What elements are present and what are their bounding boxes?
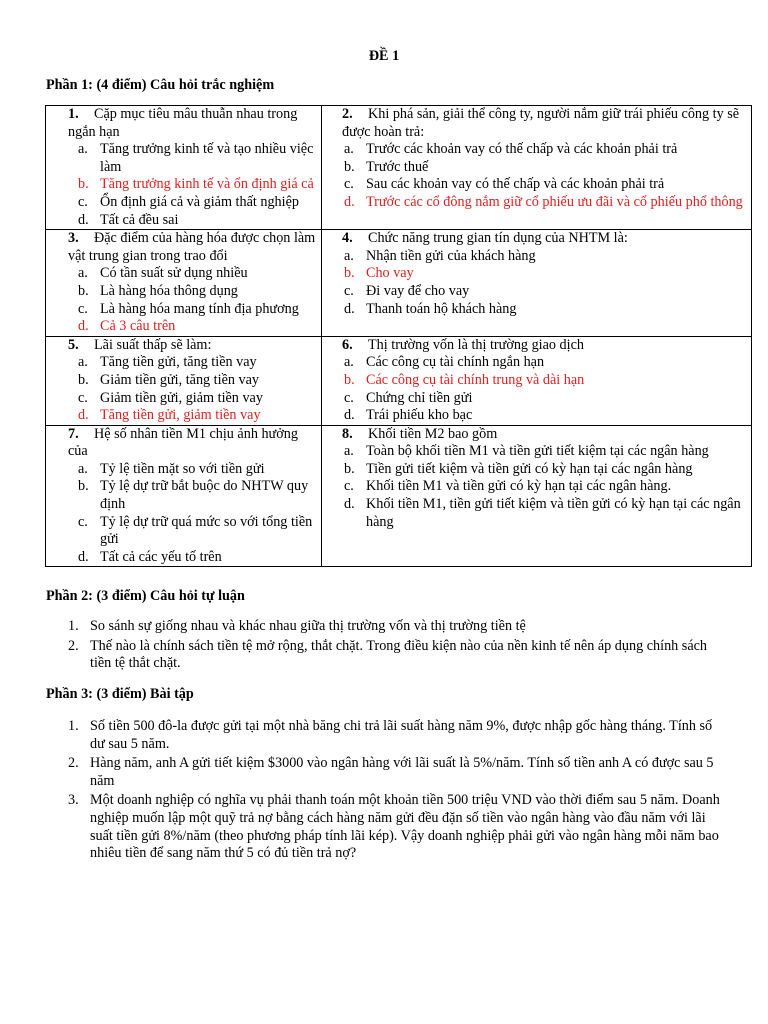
- option-letter: c.: [78, 300, 88, 317]
- essay-question: [68, 618, 728, 636]
- answer-options: [344, 248, 747, 318]
- option-letter: c.: [78, 193, 88, 210]
- option-letter: d.: [344, 300, 355, 317]
- option-text: Tất cả các yếu tố trên: [100, 548, 222, 565]
- option-letter: b.: [78, 176, 89, 193]
- option-text: Tất cả đều sai: [100, 211, 179, 228]
- question-number: 5.: [68, 336, 79, 353]
- answer-option: [344, 159, 747, 177]
- question-text: Khối tiền M2 bao gồm: [368, 425, 498, 442]
- answer-option: [70, 354, 317, 372]
- option-text: Tăng trưởng kinh tế và tạo nhiều việc làm: [100, 141, 314, 175]
- option-text: Trái phiếu kho bạc: [366, 407, 473, 424]
- answer-option: [344, 478, 747, 496]
- question-text: Chức năng trung gian tín dụng của NHTM là:: [368, 230, 628, 247]
- question-stem: [68, 106, 317, 141]
- question-cell: [46, 230, 322, 337]
- question-number: 3.: [68, 230, 79, 247]
- answer-option-correct: [70, 318, 317, 336]
- question-text: Đặc điểm của hàng hóa được chọn làm vật trung gian trong trao đổi: [68, 230, 316, 264]
- question-stem: [68, 426, 317, 461]
- option-letter: c.: [344, 176, 354, 193]
- option-letter: b.: [78, 282, 89, 299]
- part1-heading: Phần 1: (4 điểm) Câu hỏi trắc nghiệm: [46, 77, 275, 93]
- exercise-item: [68, 718, 728, 753]
- option-letter: b.: [344, 371, 355, 388]
- option-letter: b.: [344, 265, 355, 282]
- option-text: Trước các khoản vay có thế chấp và các khoản phải trả: [366, 141, 678, 158]
- question-text: Cặp mục tiêu mâu thuẫn nhau trong ngắn hạn: [68, 106, 298, 140]
- mcq-table: [45, 105, 752, 567]
- answer-option: [70, 390, 317, 408]
- option-text: Nhận tiền gửi của khách hàng: [366, 247, 536, 264]
- option-text: Tỷ lệ dự trữ bắt buộc do NHTW quy định: [100, 478, 309, 513]
- option-letter: c.: [344, 282, 354, 299]
- option-letter: d.: [78, 318, 89, 335]
- answer-option-correct: [344, 265, 747, 283]
- option-letter: a.: [78, 141, 88, 158]
- question-stem: [68, 230, 317, 265]
- answer-option: [344, 461, 747, 479]
- answer-option: [344, 390, 747, 408]
- question-text: Thị trường vốn là thị trường giao dịch: [368, 336, 584, 353]
- answer-options: [70, 461, 317, 567]
- option-letter: b.: [78, 371, 89, 388]
- option-letter: a.: [344, 247, 354, 264]
- answer-option: [344, 407, 747, 425]
- answer-option: [344, 141, 747, 159]
- option-letter: a.: [344, 443, 354, 460]
- item-number: 2.: [68, 637, 79, 654]
- question-number: 4.: [342, 230, 353, 247]
- question-stem: [68, 337, 317, 355]
- option-letter: a.: [78, 354, 88, 371]
- option-text: Là hàng hóa thông dụng: [100, 282, 238, 299]
- option-text: Thanh toán hộ khách hàng: [366, 300, 517, 317]
- option-letter: c.: [78, 389, 88, 406]
- option-text: Cả 3 câu trên: [100, 318, 176, 335]
- answer-option: [70, 212, 317, 230]
- answer-option: [70, 478, 317, 513]
- answer-option-correct: [344, 372, 747, 390]
- option-text: Tiền gửi tiết kiệm và tiền gửi có kỳ hạn tại các ngân hàng: [366, 460, 693, 477]
- item-text: Một doanh nghiệp có nghĩa vụ phải thanh toán một khoản tiền 500 triệu VND vào thời điểm sau 5 năm. Doanh nghiệp muốn lập một quỹ trả nợ bằng cách hàng năm gửi đều đặn số tiền vào ngân hàng vào đầu năm với lãi suất tiền gửi 8%/năm (theo phương pháp tính lãi kép). Vậy doanh nghiệp phải gửi vào ngân hàng mỗi năm bao nhiêu tiền để sang năm thứ 5 có đủ tiền trả nợ?: [90, 792, 720, 862]
- option-letter: b.: [344, 460, 355, 477]
- option-letter: a.: [78, 460, 88, 477]
- option-text: Tăng tiền gửi, tăng tiền vay: [100, 354, 257, 371]
- answer-options: [344, 443, 747, 531]
- exercise-item: [68, 792, 728, 862]
- answer-options: [344, 141, 747, 211]
- item-number: 3.: [68, 792, 79, 809]
- option-text: Là hàng hóa mang tính địa phương: [100, 300, 299, 317]
- option-text: Đi vay để cho vay: [366, 282, 470, 299]
- item-text: Thế nào là chính sách tiền tệ mở rộng, thắt chặt. Trong điều kiện nào của nền kinh tế nên áp dụng chính sách tiền tệ thắt chặt.: [90, 637, 708, 672]
- answer-options: [70, 265, 317, 335]
- option-text: Tỷ lệ dự trữ quá mức so với tổng tiền gửi: [100, 513, 313, 548]
- answer-option: [70, 372, 317, 390]
- question-cell: [322, 425, 752, 567]
- answer-option: [70, 194, 317, 212]
- question-text: Lãi suất thấp sẽ làm:: [94, 336, 212, 353]
- option-text: Trước thuế: [366, 158, 429, 175]
- answer-option: [344, 248, 747, 266]
- option-text: Trước các cổ đông nắm giữ cổ phiếu ưu đãi và cổ phiếu phổ thông: [366, 193, 743, 210]
- answer-options: [70, 354, 317, 424]
- question-stem: [342, 106, 747, 141]
- option-text: Tăng trưởng kinh tế và ổn định giá cả: [100, 176, 314, 193]
- answer-option: [344, 283, 747, 301]
- answer-option: [344, 354, 747, 372]
- answer-option: [70, 549, 317, 567]
- question-number: 7.: [68, 425, 79, 442]
- option-text: Các công cụ tài chính ngắn hạn: [366, 354, 545, 371]
- question-number: 2.: [342, 106, 353, 122]
- answer-option: [344, 443, 747, 461]
- question-cell: [46, 425, 322, 567]
- answer-option: [70, 514, 317, 549]
- question-row: [46, 425, 752, 567]
- option-letter: c.: [344, 478, 354, 495]
- option-letter: d.: [344, 193, 355, 210]
- item-number: 1.: [68, 618, 79, 634]
- option-text: Khối tiền M1, tiền gửi tiết kiệm và tiền gửi có kỳ hạn tại các ngân hàng: [366, 496, 741, 530]
- option-letter: b.: [344, 158, 355, 175]
- option-text: Có tần suất sử dụng nhiều: [100, 265, 248, 282]
- option-text: Ổn định giá cả và giảm thất nghiệp: [100, 193, 299, 210]
- question-row: [46, 230, 752, 337]
- option-text: Tăng tiền gửi, giảm tiền vay: [100, 407, 261, 424]
- answer-option-correct: [70, 176, 317, 194]
- option-letter: d.: [344, 407, 355, 424]
- question-cell: [322, 230, 752, 337]
- exercise-item: [68, 755, 728, 790]
- option-letter: d.: [78, 407, 89, 424]
- question-stem: [342, 337, 747, 355]
- answer-option: [344, 496, 747, 531]
- option-text: Các công cụ tài chính trung và dài hạn: [366, 371, 585, 388]
- option-letter: b.: [78, 478, 89, 495]
- question-cell: [322, 106, 752, 230]
- option-text: Giảm tiền gửi, tăng tiền vay: [100, 371, 259, 388]
- question-text: Hệ số nhân tiền M1 chịu ảnh hưởng của: [68, 425, 298, 460]
- question-cell: [46, 106, 322, 230]
- question-stem: [342, 426, 747, 444]
- option-letter: a.: [344, 141, 354, 158]
- question-number: 1.: [68, 106, 79, 122]
- question-row: [46, 336, 752, 425]
- exercise-list: [68, 718, 728, 865]
- question-cell: [322, 336, 752, 425]
- option-letter: d.: [78, 548, 89, 565]
- question-number: 6.: [342, 336, 353, 353]
- answer-option-correct: [70, 407, 317, 425]
- answer-option: [70, 283, 317, 301]
- question-row: [46, 106, 752, 230]
- item-number: 2.: [68, 755, 79, 772]
- option-text: Sau các khoản vay có thế chấp và các khoản phải trả: [366, 176, 665, 193]
- answer-option: [70, 301, 317, 319]
- answer-option: [70, 141, 317, 176]
- option-text: Giảm tiền gửi, giảm tiền vay: [100, 389, 263, 406]
- option-letter: d.: [78, 211, 89, 228]
- option-letter: c.: [344, 389, 354, 406]
- option-text: Tỷ lệ tiền mặt so với tiền gửi: [100, 460, 265, 477]
- answer-option: [344, 176, 747, 194]
- item-number: 1.: [68, 718, 79, 734]
- answer-option: [70, 461, 317, 479]
- item-text: Số tiền 500 đô-la được gửi tại một nhà băng chi trả lãi suất hàng năm 9%, được nhập gốc hàng tháng. Tính số dư sau 5 năm.: [90, 718, 713, 752]
- option-text: Toàn bộ khối tiền M1 và tiền gửi tiết kiệm tại các ngân hàng: [366, 443, 709, 460]
- option-text: Khối tiền M1 và tiền gửi có kỳ hạn tại các ngân hàng.: [366, 478, 672, 495]
- part3-heading: Phần 3: (3 điểm) Bài tập: [46, 686, 194, 702]
- exam-title: ĐỀ 1: [368, 48, 400, 64]
- essay-question-list: [68, 618, 728, 675]
- option-letter: d.: [344, 496, 355, 513]
- answer-options: [344, 354, 747, 424]
- question-number: 8.: [342, 425, 353, 442]
- option-letter: c.: [78, 513, 88, 530]
- option-text: Chứng chỉ tiền gửi: [366, 389, 473, 406]
- option-letter: a.: [78, 265, 88, 282]
- question-text: Khi phá sản, giải thể công ty, người nắm giữ trái phiếu công ty sẽ được hoàn trả:: [342, 106, 740, 140]
- item-text: So sánh sự giống nhau và khác nhau giữa thị trường vốn và thị trường tiền tệ: [90, 618, 526, 634]
- item-text: Hàng năm, anh A gửi tiết kiệm $3000 vào ngân hàng với lãi suất là 5%/năm. Tính số tiền anh A có được sau 5 năm: [90, 755, 714, 789]
- part2-heading: Phần 2: (3 điểm) Câu hỏi tự luận: [46, 588, 245, 604]
- question-cell: [46, 336, 322, 425]
- option-letter: a.: [344, 354, 354, 371]
- essay-question: [68, 638, 728, 673]
- option-text: Cho vay: [366, 265, 414, 282]
- answer-option-correct: [344, 194, 747, 212]
- question-stem: [342, 230, 747, 248]
- answer-options: [70, 141, 317, 229]
- answer-option: [344, 301, 747, 319]
- answer-option: [70, 265, 317, 283]
